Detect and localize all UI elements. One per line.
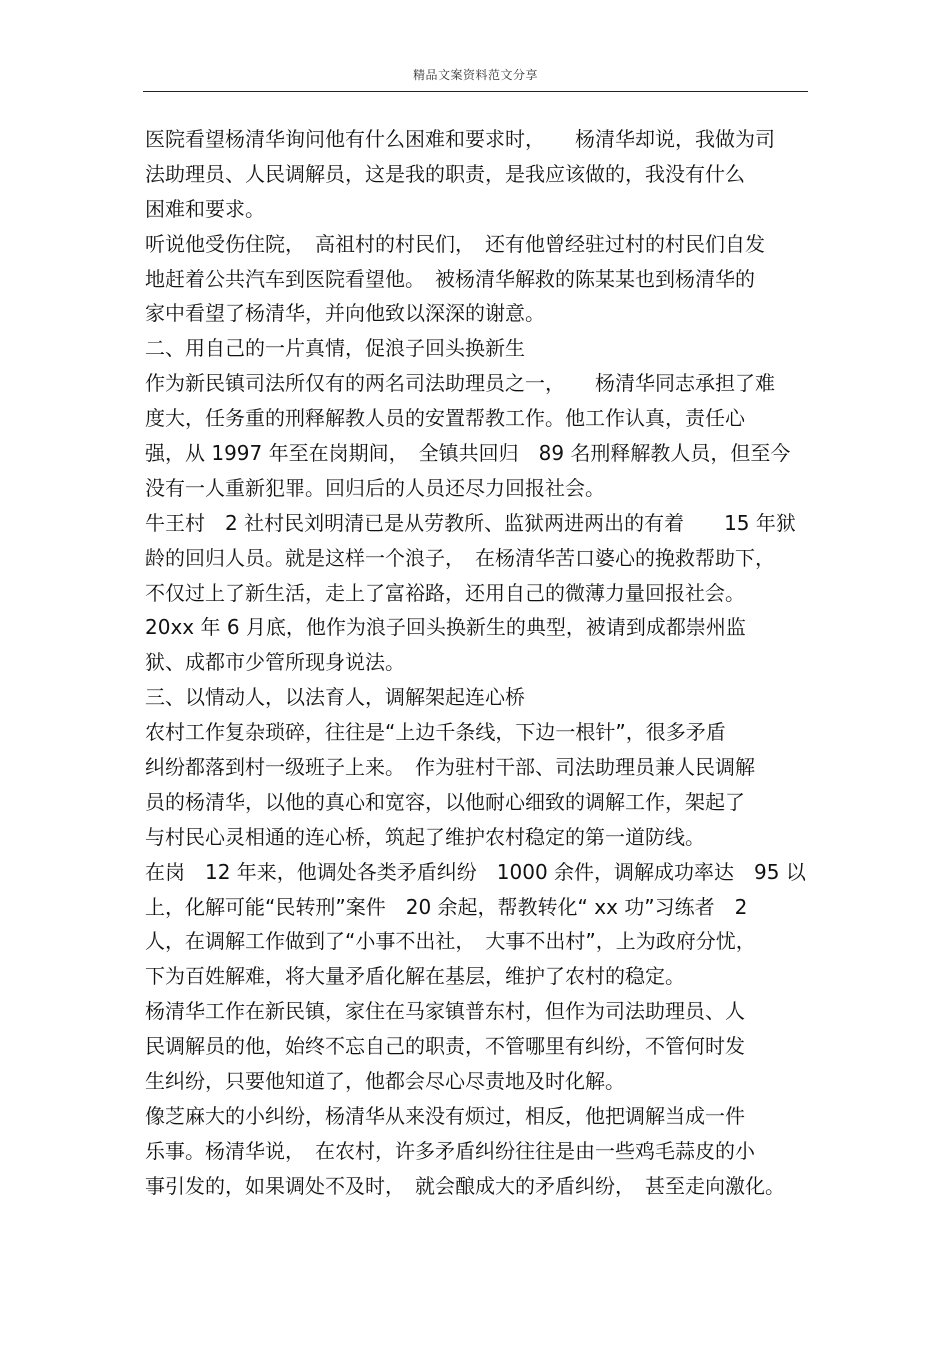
text-line: 人，在调解工作做到了“小事不出社， 大事不出村”，上为政府分忧， bbox=[145, 929, 756, 954]
text-line: 不仅过上了新生活，走上了富裕路，还用自己的微薄力量回报社会。 bbox=[145, 580, 745, 605]
text-line: 强，从 1997 年至在岗期间， 全镇共回归 89 名刑释解教人员，但至今 bbox=[145, 441, 791, 466]
text-line: 困难和要求。 bbox=[145, 196, 265, 221]
text-line: 家中看望了杨清华，并向他致以深深的谢意。 bbox=[145, 301, 545, 326]
text-line: 与村民心灵相通的连心桥，筑起了维护农村稳定的第一道防线。 bbox=[145, 824, 705, 849]
text-line: 下为百姓解难，将大量矛盾化解在基层，维护了农村的稳定。 bbox=[145, 964, 685, 989]
text-line: 狱、成都市少管所现身说法。 bbox=[145, 650, 405, 675]
text-line: 度大，任务重的刑释解教人员的安置帮教工作。他工作认真，责任心 bbox=[145, 406, 745, 431]
text-line: 法助理员、人民调解员，这是我的职责，是我应该做的，我没有什么 bbox=[145, 161, 745, 186]
text-line: 上，化解可能“民转刑”案件 20 余起，帮教转化“ xx 功”习练者 2 bbox=[145, 894, 748, 919]
text-line: 民调解员的他，始终不忘自己的职责，不管哪里有纠纷，不管何时发 bbox=[145, 1034, 745, 1059]
text-line: 在岗 12 年来，他调处各类矛盾纠纷 1000 余件，调解成功率达 95 以 bbox=[145, 859, 806, 884]
text-line: 农村工作复杂琐碎，往往是“上边千条线，下边一根针”，很多矛盾 bbox=[145, 720, 726, 745]
text-line: 像芝麻大的小纠纷，杨清华从来没有烦过，相反，他把调解当成一件 bbox=[145, 1103, 745, 1128]
text-line: 乐事。杨清华说， 在农村，许多矛盾纠纷往往是由一些鸡毛蒜皮的小 bbox=[145, 1138, 755, 1163]
section-heading: 二、用自己的一片真情，促浪子回头换新生 bbox=[145, 336, 525, 361]
text-line: 纠纷都落到村一级班子上来。 作为驻村干部、司法助理员兼人民调解 bbox=[145, 755, 755, 780]
text-line: 龄的回归人员。就是这样一个浪子， 在杨清华苦口婆心的挽救帮助下， bbox=[145, 545, 775, 570]
text-line: 20xx 年 6 月底，他作为浪子回头换新生的典型，被请到成都崇州监 bbox=[145, 615, 746, 640]
page-header-title: 精品文案资料范文分享 bbox=[412, 68, 538, 82]
text-line: 杨清华工作在新民镇，家住在马家镇普东村，但作为司法助理员、人 bbox=[145, 999, 745, 1024]
text-line: 医院看望杨清华询问他有什么困难和要求时， 杨清华却说，我做为司 bbox=[145, 127, 775, 151]
section-heading: 三、以情动人，以法育人，调解架起连心桥 bbox=[145, 685, 525, 710]
text-line: 事引发的，如果调处不及时， 就会酿成大的矛盾纠纷， 甚至走向激化。 bbox=[145, 1173, 785, 1198]
document-body bbox=[145, 122, 815, 1204]
text-line: 听说他受伤住院， 高祖村的村民们， 还有他曾经驻过村的村民们自发 bbox=[145, 231, 765, 256]
text-line: 牛王村 2 社村民刘明清已是从劳教所、监狱两进两出的有着 15 年狱 bbox=[145, 510, 796, 535]
header-divider bbox=[143, 91, 808, 92]
text-line: 作为新民镇司法所仅有的两名司法助理员之一， 杨清华同志承担了难 bbox=[145, 371, 775, 396]
text-line: 地赶着公共汽车到医院看望他。 被杨清华解救的陈某某也到杨清华的 bbox=[145, 266, 755, 291]
text-line: 没有一人重新犯罪。回归后的人员还尽力回报社会。 bbox=[145, 475, 605, 500]
text-line: 员的杨清华，以他的真心和宽容，以他耐心细致的调解工作，架起了 bbox=[145, 789, 745, 814]
text-line: 生纠纷，只要他知道了，他都会尽心尽责地及时化解。 bbox=[145, 1069, 625, 1094]
